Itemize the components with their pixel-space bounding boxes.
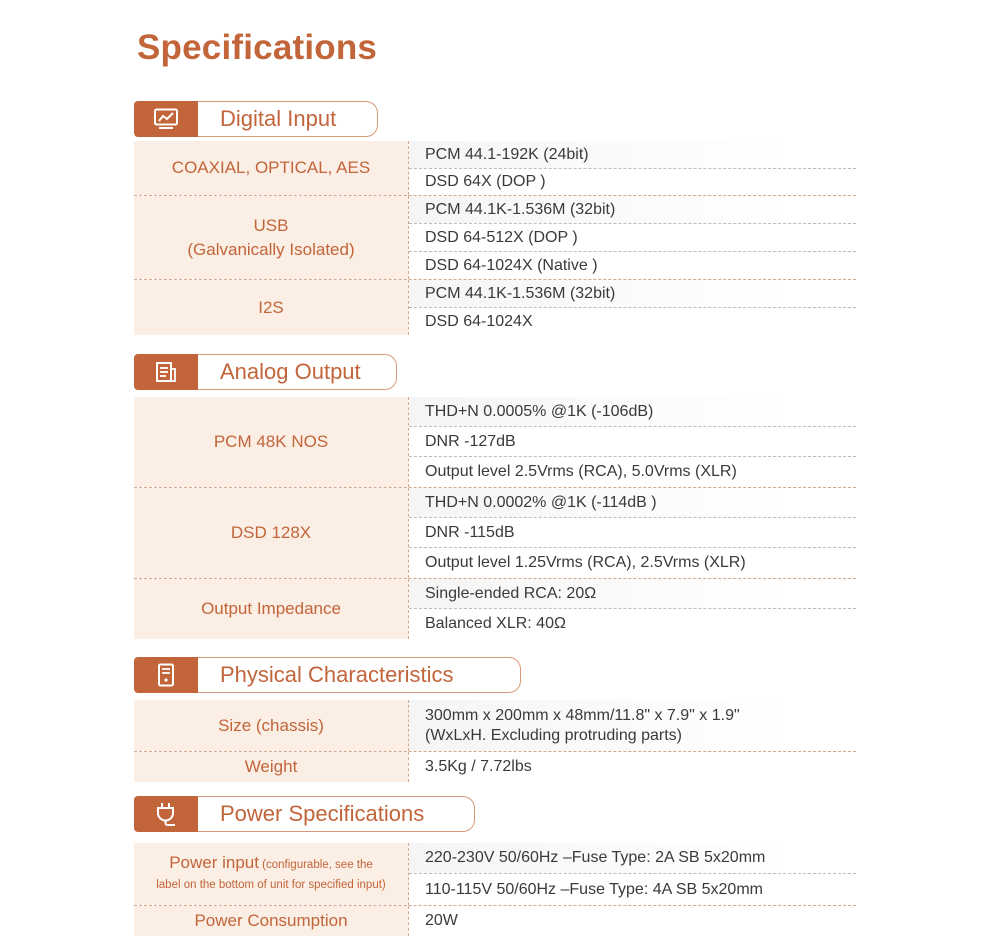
spec-label-main: Power input	[169, 853, 259, 872]
spec-group	[134, 141, 856, 195]
spec-label: Output Impedance	[134, 579, 408, 639]
spec-group	[134, 905, 856, 936]
spec-label: COAXIAL, OPTICAL, AES	[134, 141, 408, 195]
spec-value: DSD 64-1024X	[409, 307, 856, 335]
spec-value: PCM 44.1-192K (24bit)	[409, 141, 856, 168]
spec-label: DSD 128X	[134, 488, 408, 578]
spec-label: Weight	[134, 752, 408, 782]
device-icon	[134, 657, 198, 693]
spec-value: 20W	[409, 906, 856, 936]
spec-value: Output level 2.5Vrms (RCA), 5.0Vrms (XLR)	[409, 456, 856, 487]
spec-value: Single-ended RCA: 20Ω	[409, 579, 856, 608]
section-header-physical	[134, 657, 521, 693]
section-header-analog-output	[134, 354, 397, 390]
spec-group	[134, 397, 856, 487]
spec-label: PCM 48K NOS	[134, 397, 408, 487]
spec-value: 300mm x 200mm x 48mm/11.8" x 7.9" x 1.9"	[425, 706, 740, 724]
spec-value: Balanced XLR: 40Ω	[409, 608, 856, 639]
section-title: Digital Input	[198, 101, 378, 137]
section-title: Analog Output	[198, 354, 397, 390]
spec-value: DNR -127dB	[409, 426, 856, 456]
spec-value: (WxLxH. Excluding protruding parts)	[425, 726, 682, 744]
document-icon	[134, 354, 198, 390]
physical-table	[134, 700, 856, 782]
analog-output-table	[134, 397, 856, 639]
plug-icon	[134, 796, 198, 832]
spec-label: Power Consumption	[134, 906, 408, 936]
section-header-power	[134, 796, 475, 832]
spec-group	[134, 843, 856, 905]
spec-value: THD+N 0.0002% @1K (-114dB )	[409, 488, 856, 517]
spec-group	[134, 279, 856, 335]
spec-value: 220-230V 50/60Hz –Fuse Type: 2A SB 5x20mm	[409, 843, 856, 873]
spec-value: DSD 64X (DOP )	[409, 168, 856, 195]
spec-group	[134, 578, 856, 639]
page-title: Specifications	[137, 28, 378, 67]
spec-group	[134, 195, 856, 279]
spec-group	[134, 700, 856, 751]
spec-label-note: label on the bottom of unit for specified input)	[156, 879, 386, 891]
chart-icon	[134, 101, 198, 137]
spec-value: 3.5Kg / 7.72lbs	[409, 752, 856, 782]
spec-value: DSD 64-1024X (Native )	[409, 251, 856, 279]
spec-label: Size (chassis)	[134, 700, 408, 751]
section-title: Power Specifications	[198, 796, 475, 832]
spec-value: Output level 1.25Vrms (RCA), 2.5Vrms (XLR)	[409, 547, 856, 578]
spec-label-note: (configurable, see the	[258, 859, 373, 871]
section-header-digital-input	[134, 101, 378, 137]
spec-label	[134, 196, 408, 279]
digital-input-table	[134, 141, 856, 335]
power-table	[134, 843, 856, 936]
spec-value: DSD 64-512X (DOP )	[409, 223, 856, 251]
spec-label-line: (Galvanically Isolated)	[187, 239, 355, 259]
spec-value: 110-115V 50/60Hz –Fuse Type: 4A SB 5x20mm	[409, 873, 856, 905]
spec-value: PCM 44.1K-1.536M (32bit)	[409, 280, 856, 307]
section-title: Physical Characteristics	[198, 657, 521, 693]
spec-value: PCM 44.1K-1.536M (32bit)	[409, 196, 856, 223]
spec-value: THD+N 0.0005% @1K (-106dB)	[409, 397, 856, 426]
spec-label: I2S	[134, 280, 408, 335]
spec-group	[134, 487, 856, 578]
spec-group	[134, 751, 856, 782]
spec-label	[134, 843, 408, 905]
spec-label-line: USB	[253, 215, 289, 235]
spec-value: DNR -115dB	[409, 517, 856, 547]
